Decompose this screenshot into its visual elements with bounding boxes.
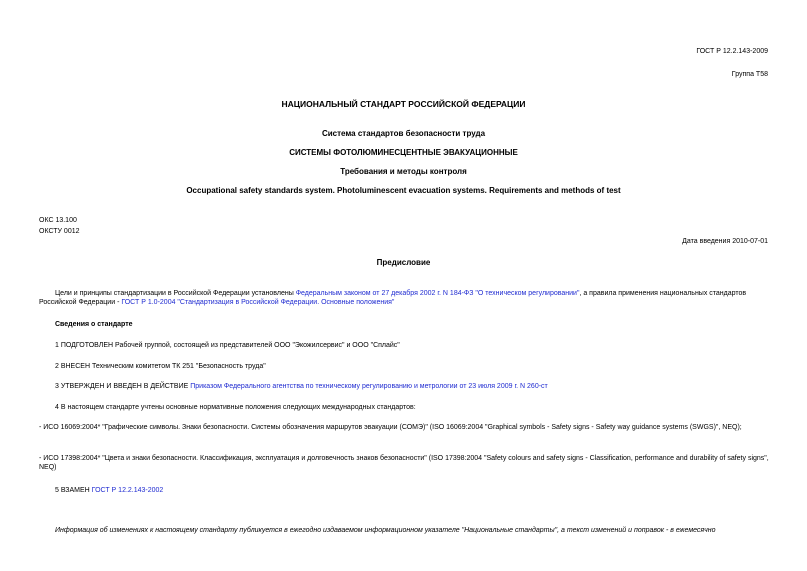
intro-date: Дата введения 2010-07-01 [682, 238, 768, 245]
item-5 [39, 486, 769, 495]
gost-12-2-143-2002-link[interactable]: ГОСТ Р 12.2.143-2002 [91, 487, 164, 494]
item-4: 4 В настоящем стандарте учтены основные нормативные положения следующих международных стандартов: [55, 404, 416, 411]
preface-text-2: , а правила применения национальных стандартов Российской Федерации - [39, 290, 747, 307]
preface-text-1: Цели и принципы стандартизации в Российской Федерации установлены [55, 290, 296, 297]
federal-law-link[interactable]: Федеральным законом от 27 декабря 2002 г. N 184-ФЗ "О техническом регулировании" [295, 290, 580, 297]
preface-paragraph [39, 289, 769, 307]
item-3-text: 3 УТВЕРЖДЕН И ВВЕДЕН В ДЕЙСТВИЕ [55, 383, 191, 390]
english-title: Occupational safety standards system. Photoluminescent evacuation systems. Requirements and methods of test [186, 186, 621, 195]
item-5-text: 5 ВЗАМЕН [55, 487, 92, 494]
gost-1-0-link[interactable]: ГОСТ Р 1.0-2004 "Стандартизация в Российской Федерации. Основные положения" [121, 299, 395, 307]
item-1: 1 ПОДГОТОВЛЕН Рабочей группой, состоящей из представителей ООО "Экожилсервис" и ООО "Сплайс" [55, 342, 400, 349]
order-link[interactable]: Приказом Федерального агентства по техническому регулированию и метрологии от 23 июля 2009 г. N 260-ст [190, 383, 548, 390]
group-code: Группа Т58 [731, 71, 768, 78]
okstu-code: ОКСТУ 0012 [39, 228, 80, 235]
oks-code: ОКС 13.100 [39, 217, 77, 224]
national-standard-title: НАЦИОНАЛЬНЫЙ СТАНДАРТ РОССИЙСКОЙ ФЕДЕРАЦИИ [281, 99, 526, 109]
preface-heading: Предисловие [376, 258, 431, 267]
about-standard-heading: Сведения о стандарте [55, 321, 133, 328]
item-4a: - ИСО 16069:2004* "Графические символы. Знаки безопасности. Системы обозначения маршрутов эвакуации (СОМЭ)" (ISO 16069:2004 "Graphical symbols - Safety signs - Safety way guidance systems (SWGS)", NEQ); [39, 424, 742, 431]
item-4b: - ИСО 17398:2004* "Цвета и знаки безопасности. Классификация, эксплуатация и долговечность знаков безопасности" (ISO 17398:2004 "Safety colours and safety signs - Classification, performance and durability of safety signs", NEQ) [39, 455, 769, 472]
system-title: Система стандартов безопасности труда [321, 129, 486, 138]
doc-number: ГОСТ Р 12.2.143-2009 [696, 48, 768, 55]
item-3 [39, 382, 769, 391]
subtitle: Требования и методы контроля [340, 167, 467, 176]
item-2: 2 ВНЕСЕН Техническим комитетом ТК 251 "Безопасность труда" [55, 363, 266, 370]
changes-info: Информация об изменениях к настоящему стандарту публикуется в ежегодно издаваемом информационном указателе "Национальные стандарты", а текст изменений и поправок - в ежемесячно [55, 527, 716, 534]
main-title: СИСТЕМЫ ФОТОЛЮМИНЕСЦЕНТНЫЕ ЭВАКУАЦИОННЫЕ [289, 148, 518, 157]
